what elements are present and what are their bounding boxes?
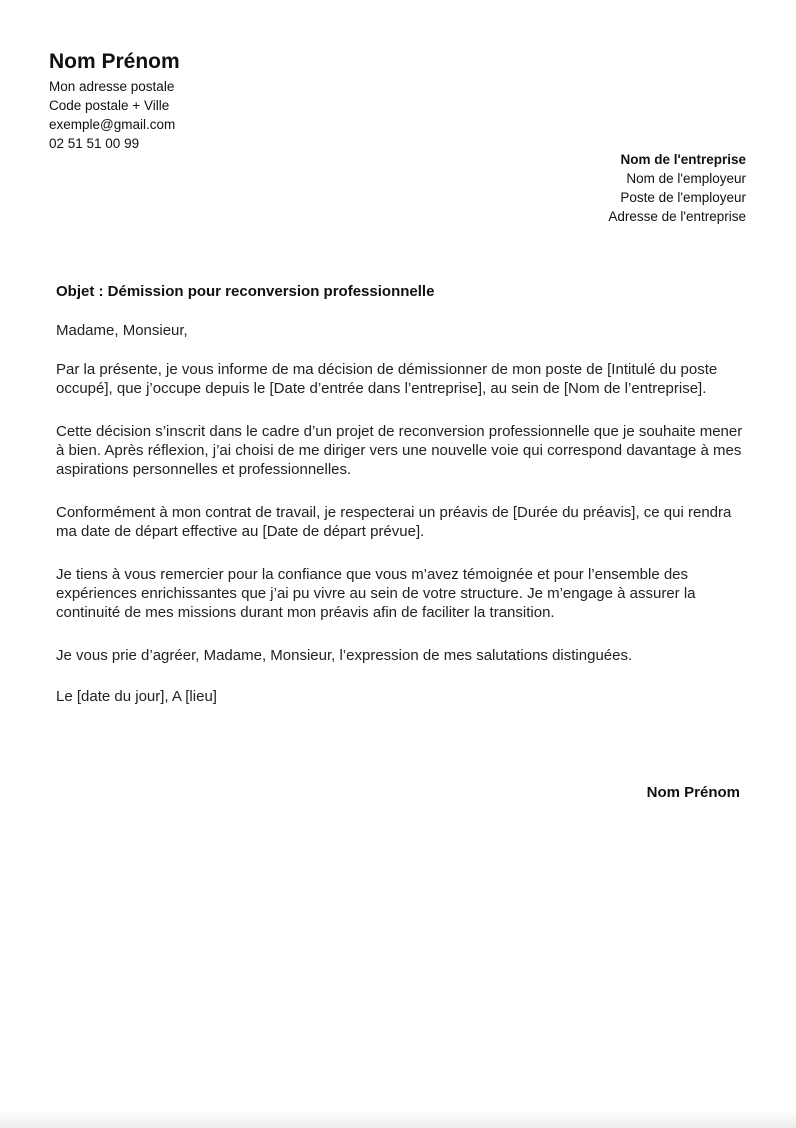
recipient-employer-name: Nom de l'employeur	[626, 171, 746, 186]
sender-phone: 02 51 51 00 99	[49, 136, 140, 151]
letter-paragraph: Conformément à mon contrat de travail, je respecterai un préavis de [Durée du préavis], ce qui rendra ma date de départ effective au [Date de départ prévue].	[56, 504, 732, 540]
letter-signature: Nom Prénom	[646, 784, 740, 801]
letter-salutation: Madame, Monsieur,	[56, 322, 188, 339]
letter-paragraph: Cette décision s’inscrit dans le cadre d’un projet de reconversion professionnelle que je souhaite mener à bien. Après réflexion, j’ai choisi de me diriger vers une nouvelle voie qui correspond davantage à mes aspirations personnelles et professionnelles.	[56, 423, 743, 478]
letter-subject: Objet : Démission pour reconversion professionnelle	[56, 283, 435, 300]
page-bottom-edge	[0, 1110, 796, 1128]
letter-paragraph: Par la présente, je vous informe de ma décision de démissionner de mon poste de [Intitulé du poste occupé], que j’occupe depuis le [Date d’entrée dans l’entreprise], au sein de [Nom de l’entreprise].	[56, 361, 718, 397]
recipient-company-address: Adresse de l'entreprise	[608, 209, 746, 224]
sender-name: Nom Prénom	[49, 50, 180, 73]
sender-block	[49, 48, 449, 153]
letter-date-place: Le [date du jour], A [lieu]	[56, 688, 217, 705]
letter-paragraph: Je tiens à vous remercier pour la confiance que vous m’avez témoignée et pour l’ensemble des expériences enrichissantes que j’ai pu vivre au sein de votre structure. Je m’engage à assurer la continuité de mes missions durant mon préavis afin de faciliter la transition.	[56, 566, 696, 621]
recipient-company: Nom de l'entreprise	[620, 152, 746, 167]
sender-address: Mon adresse postale	[49, 79, 175, 94]
recipient-block	[386, 150, 746, 226]
letter-body	[56, 281, 746, 706]
sender-email: exemple@gmail.com	[49, 117, 176, 132]
sender-city: Code postale + Ville	[49, 98, 170, 113]
letter-closing: Je vous prie d’agréer, Madame, Monsieur, l’expression de mes salutations distinguées.	[56, 647, 633, 664]
recipient-employer-position: Poste de l'employeur	[620, 190, 746, 205]
